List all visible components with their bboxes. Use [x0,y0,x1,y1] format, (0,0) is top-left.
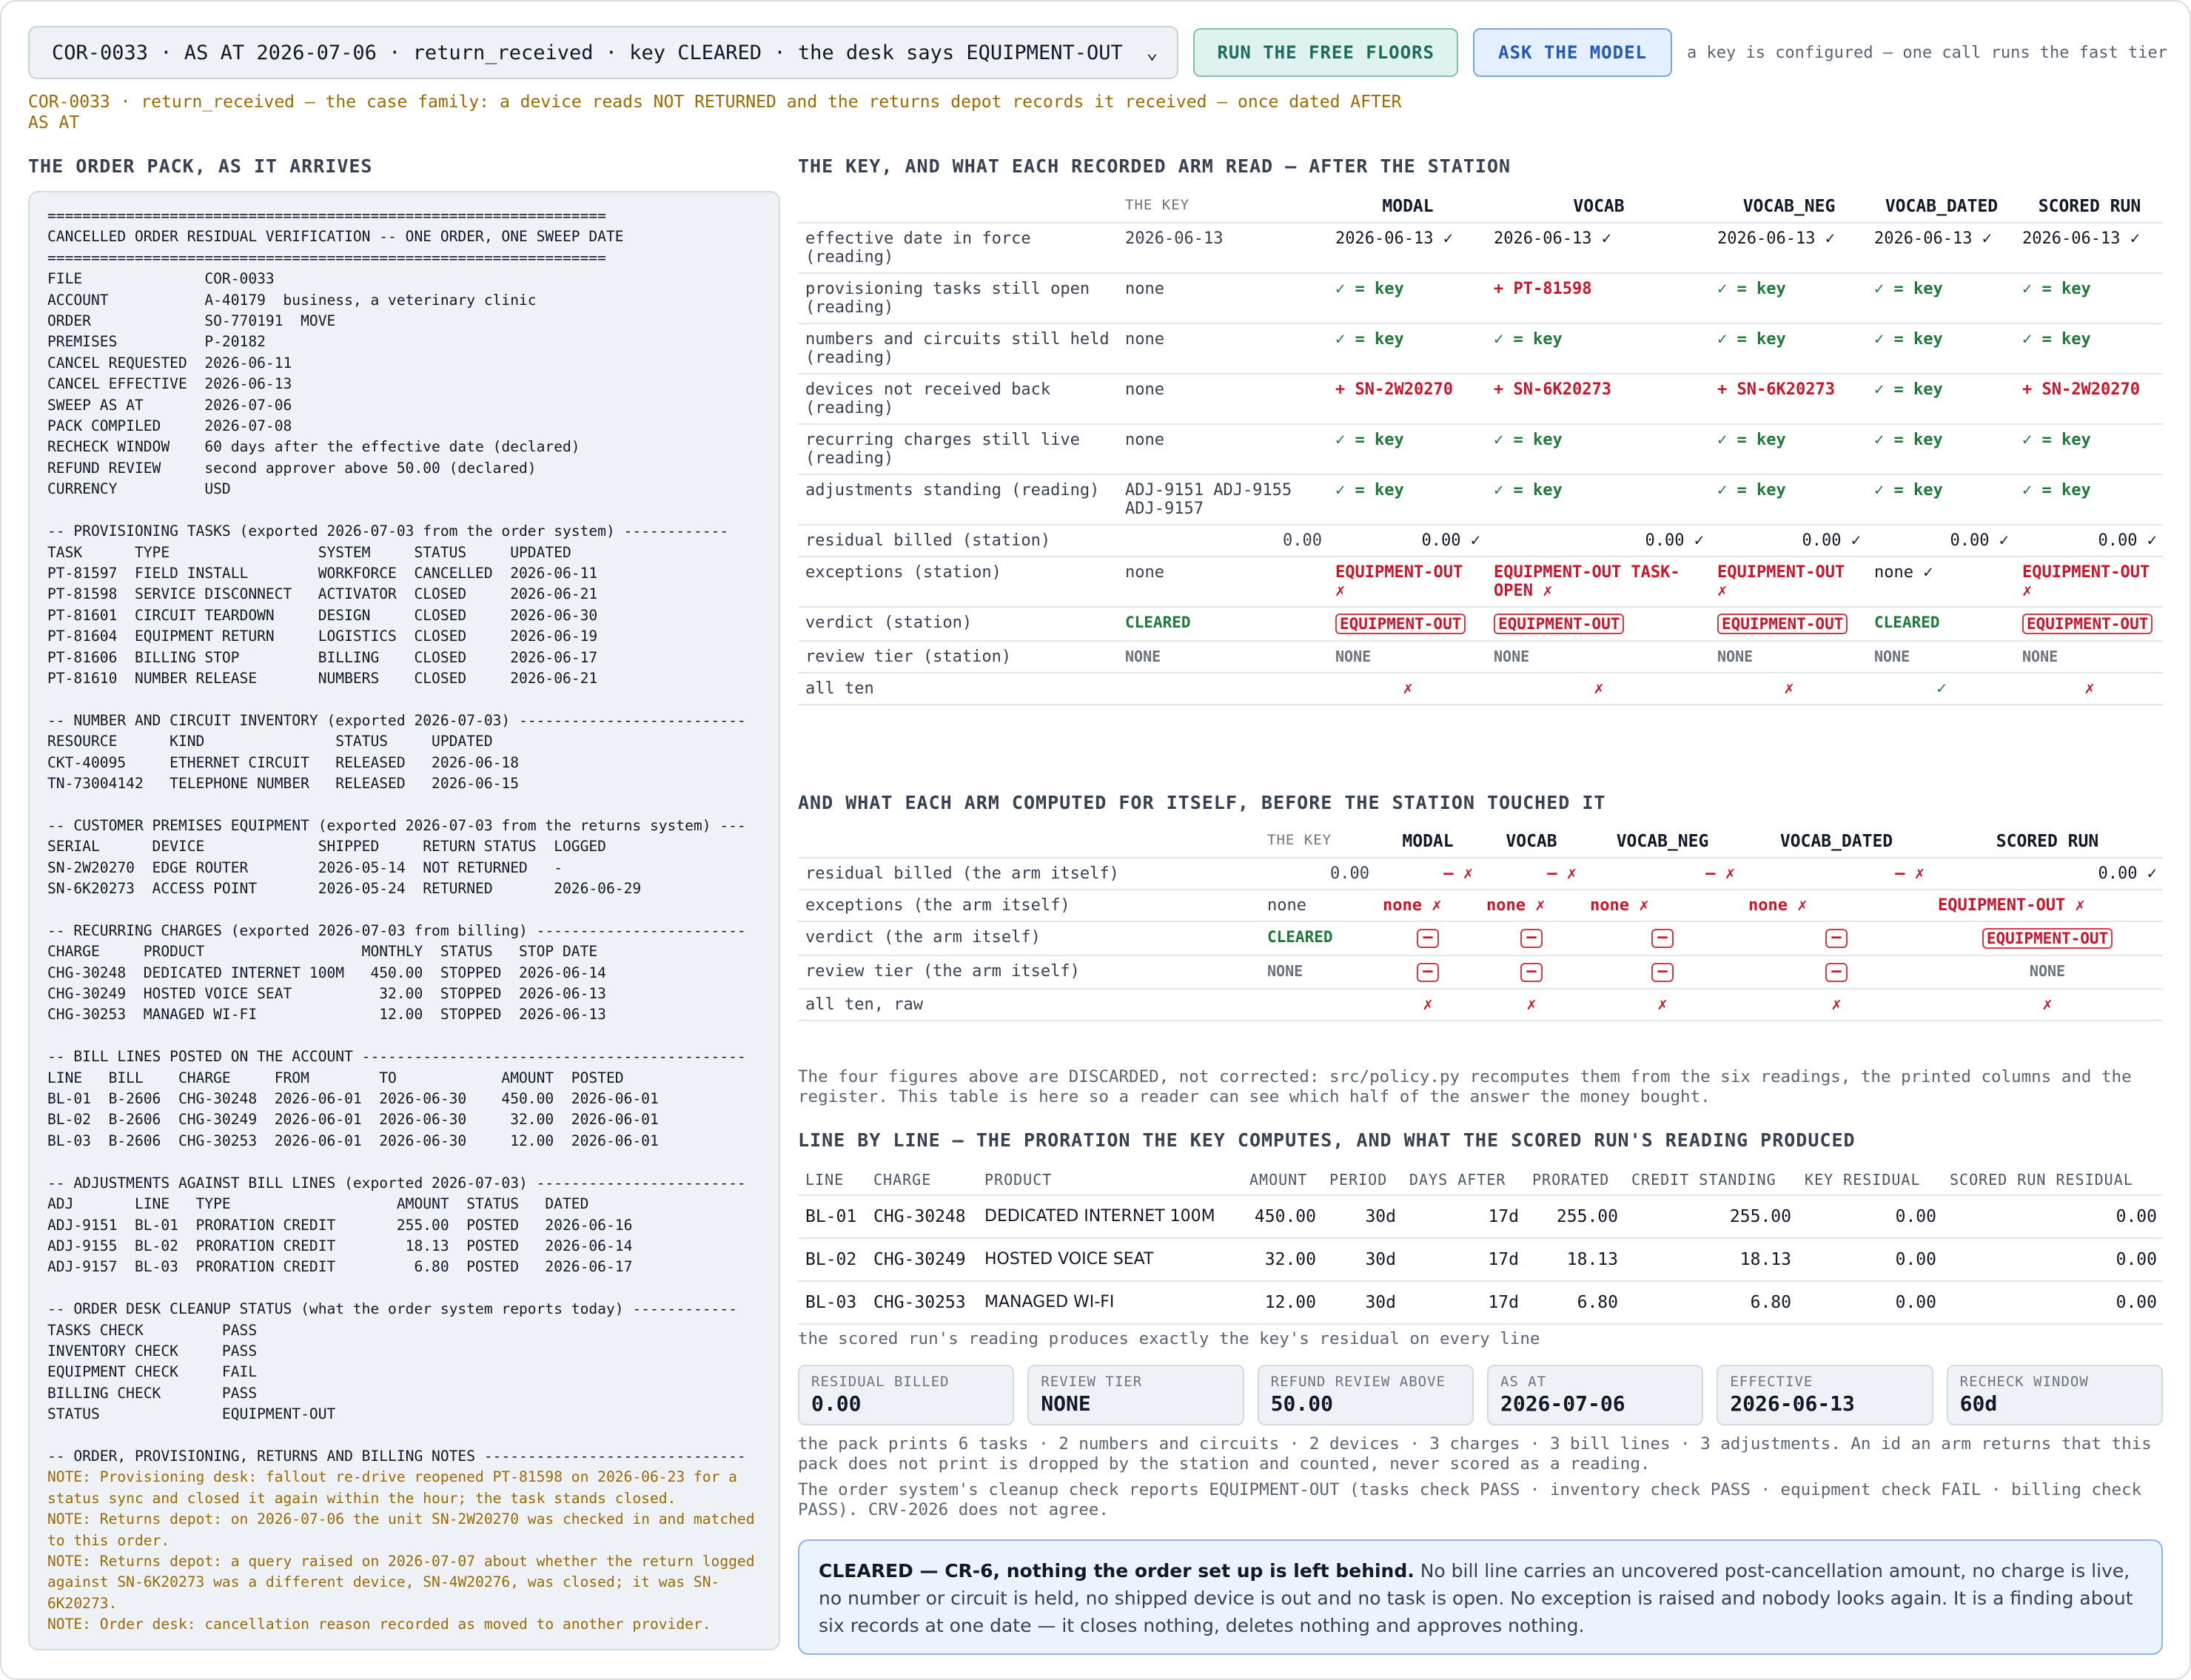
table-row [798,223,2163,273]
case-family-line: COR-0033 · return_received — the case family: a device reads NOT RETURNED and the returns depot records it received — once dated AFTER AS AT [28,93,1402,132]
header-charge: CHARGE [866,1165,977,1195]
period: 30d [1322,1281,1402,1324]
chevron-down-icon: ⌄ [1146,41,1158,64]
header-blank [798,191,1118,223]
cell [1930,955,2163,989]
cell: ✓ = key [1867,374,2015,424]
row-label: all ten [798,673,1118,705]
row-label: residual billed (the arm itself) [798,858,1260,890]
cell: + SN-6K20273 [1710,374,1867,424]
header-vocab: VOCAB [1486,191,1710,223]
cell: EQUIPMENT-OUT ✗ [1930,890,2163,921]
key-value: none [1260,890,1375,921]
cell: none ✗ [1375,890,1479,921]
run-free-floors-button[interactable]: RUN THE FREE FLOORS [1193,28,1458,77]
amount: 12.00 [1242,1281,1322,1324]
cell: EQUIPMENT-OUT ✗ [2015,557,2163,607]
header-key-residual: KEY RESIDUAL [1797,1165,1942,1195]
header-scored-run-residual: SCORED RUN RESIDUAL [1942,1165,2163,1195]
key-residual: 0.00 [1797,1281,1942,1324]
table-row [798,273,2163,323]
cell: ✓ = key [2015,323,2163,374]
card-recheck-window [1947,1365,2163,1425]
product: MANAGED WI-FI [977,1281,1242,1324]
tier-value: NONE [1125,648,1161,665]
status-badge: EQUIPMENT-OUT [2022,614,2153,634]
ask-the-model-button[interactable]: ASK THE MODEL [1473,28,1672,77]
cell: ✓ = key [1867,474,2015,525]
header-vocab: VOCAB [1479,826,1583,858]
order-pack-panel [28,191,780,1650]
arms-table [798,191,2163,705]
cell: ✓ = key [1710,273,1867,323]
cell: ✗ [1486,673,1710,705]
cell [1741,921,1930,955]
line-id: BL-01 [798,1195,866,1238]
header-line: LINE [798,1165,866,1195]
cell: ✓ = key [1867,424,2015,474]
key-value [1118,673,1328,705]
row-label: numbers and circuits still held (reading) [798,323,1118,374]
key-residual: 0.00 [1797,1195,1942,1238]
cell: ✓ = key [1328,424,1486,474]
table-row [798,1281,2163,1324]
cell: ✓ = key [1486,323,1710,374]
cell: ✗ [1930,989,2163,1021]
cell: ✓ = key [1710,474,1867,525]
header-credit-standing: CREDIT STANDING [1624,1165,1797,1195]
arms-table-header [798,191,2163,223]
header-key: THE KEY [1260,826,1375,858]
header-vocab-dated: VOCAB_DATED [1867,191,2015,223]
card-label: RESIDUAL BILLED [811,1374,950,1390]
charge-id: CHG-30253 [866,1281,977,1324]
cell: – ✗ [1375,858,1479,890]
scored-run-residual: 0.00 [1942,1238,2163,1281]
cell: 0.00 ✓ [2015,525,2163,557]
cell: ✗ [1479,989,1583,1021]
period: 30d [1322,1195,1402,1238]
cell: ✓ = key [1486,424,1710,474]
product: HOSTED VOICE SEAT [977,1238,1242,1281]
header-amount: AMOUNT [1242,1165,1322,1195]
header-days-after: DAYS AFTER [1402,1165,1525,1195]
cell [1583,955,1741,989]
prorated: 18.13 [1525,1238,1624,1281]
cell [2015,607,2163,641]
key-value: none [1118,557,1328,607]
key-value: ADJ-9151 ADJ-9155 ADJ-9157 [1118,474,1328,525]
amount: 450.00 [1242,1195,1322,1238]
cell [1486,641,1710,673]
card-review-tier [1027,1365,1244,1425]
cell: 0.00 ✓ [1328,525,1486,557]
cell: 0.00 ✓ [1486,525,1710,557]
status-badge: EQUIPMENT-OUT [1494,614,1624,634]
line-id: BL-02 [798,1238,866,1281]
cell [1867,641,2015,673]
product: DEDICATED INTERNET 100M [977,1195,1242,1238]
card-value: 60d [1959,1391,1998,1416]
key-value [1118,607,1328,641]
cell: + PT-81598 [1486,273,1710,323]
raw-table [798,826,2163,1021]
cell: ✗ [1328,673,1486,705]
card-value: NONE [1041,1391,1091,1416]
header-vocab-neg: VOCAB_NEG [1710,191,1867,223]
verdict-headline: CLEARED — CR-6, nothing the order set up is left behind. [819,1560,1415,1582]
table-row [798,525,2163,557]
empty-badge: – [1651,963,1674,982]
header-product: PRODUCT [977,1165,1242,1195]
tier-value: NONE [1267,962,1303,980]
cell: – ✗ [1583,858,1741,890]
card-residual-billed [798,1365,1014,1425]
cell: 2026-06-13 ✓ [1328,223,1486,273]
tier-value: NONE [1335,648,1372,665]
key-value: none [1118,424,1328,474]
key-value: none [1118,273,1328,323]
key-value: none [1118,374,1328,424]
key-value [1260,921,1375,955]
cell [1710,607,1867,641]
row-label: exceptions (station) [798,557,1118,607]
tier-value: NONE [1717,648,1754,665]
row-label: exceptions (the arm itself) [798,890,1260,921]
verdict-cleared: CLEARED [1874,614,1940,631]
cell [1375,955,1479,989]
card-value: 0.00 [811,1391,862,1416]
header-vocab-neg: VOCAB_NEG [1583,826,1741,858]
table-row [798,858,2163,890]
table-row [798,607,2163,641]
header-prorated: PRORATED [1525,1165,1624,1195]
header-modal: MODAL [1375,826,1479,858]
empty-badge: – [1520,929,1543,948]
cell: EQUIPMENT-OUT ✗ [1710,557,1867,607]
verdict-box [798,1539,2163,1655]
table-row [798,474,2163,525]
key-value: 0.00 [1260,858,1375,890]
case-select[interactable] [28,26,1178,79]
pack-note: NOTE: Provisioning desk: fallout re-drive reopened PT-81598 on 2026-06-23 for a status sync and closed it again within the hour; the task stands closed. [47,1468,737,1507]
empty-badge: – [1651,929,1674,948]
empty-badge: – [1417,963,1439,982]
tier-value: NONE [2029,962,2066,980]
status-badge: EQUIPMENT-OUT [1335,614,1466,634]
cleanup-note: The order system's cleanup check reports EQUIPMENT-OUT (tasks check PASS · inventory check PASS · equipment check FAIL · billing check PASS). CRV-2026 does not agree. [798,1480,2142,1519]
header-vocab-dated: VOCAB_DATED [1741,826,1930,858]
scored-run-residual: 0.00 [1942,1281,2163,1324]
card-value: 50.00 [1270,1391,1333,1416]
row-label: review tier (station) [798,641,1118,673]
top-bar [28,25,2167,80]
key-value: 2026-06-13 [1118,223,1328,273]
empty-badge: – [1520,963,1543,982]
empty-badge: – [1825,929,1848,948]
cell: ✓ = key [1710,323,1867,374]
cell [1741,955,1930,989]
key-value: none [1118,323,1328,374]
table-row [798,1195,2163,1238]
row-label: effective date in force (reading) [798,223,1118,273]
cell [1710,641,1867,673]
cell: + SN-2W20270 [2015,374,2163,424]
days-after: 17d [1402,1281,1525,1324]
table-row [798,424,2163,474]
card-value: 2026-06-13 [1730,1391,1855,1416]
cell: 2026-06-13 ✓ [2015,223,2163,273]
card-label: AS AT [1500,1374,1547,1390]
header-scored-run: SCORED RUN [2015,191,2163,223]
row-label: provisioning tasks still open (reading) [798,273,1118,323]
status-badge: EQUIPMENT-OUT [1717,614,1848,634]
cell: ✓ = key [2015,474,2163,525]
verdict-body: No bill line carries an uncovered post-cancellation amount, no charge is live, no number or circuit is held, no shipped device is out and no task is open. No exception is raised and nobody looks again. It is a finding about six records at one date — it closes nothing, deletes nothing and approves nothing. [819,1560,2133,1636]
cell [2015,641,2163,673]
cell: ✓ = key [1328,474,1486,525]
verdict-cleared: CLEARED [1267,928,1333,946]
cell: none ✗ [1583,890,1741,921]
credit-standing: 6.80 [1624,1281,1797,1324]
header-key: THE KEY [1118,191,1328,223]
cell [1479,955,1583,989]
discarded-note: The four figures above are DISCARDED, not corrected: src/policy.py recomputes them from the six readings, the printed columns and the register. This table is here so a reader can see which half of the answer the money bought. [798,1067,2132,1106]
pack-note: NOTE: Order desk: cancellation reason recorded as moved to another provider. [47,1616,711,1633]
status-badge: EQUIPMENT-OUT [1982,928,2113,949]
order-pack-notes [47,1467,761,1635]
cell [1930,921,2163,955]
prorated: 6.80 [1525,1281,1624,1324]
cell: 0.00 ✓ [1710,525,1867,557]
cell: 2026-06-13 ✓ [1867,223,2015,273]
cell [1486,607,1710,641]
charge-id: CHG-30249 [866,1238,977,1281]
order-pack-title: THE ORDER PACK, AS IT ARRIVES [28,155,373,177]
raw-table-title: AND WHAT EACH ARM COMPUTED FOR ITSELF, BEFORE THE STATION TOUCHED IT [798,792,1606,813]
cell: – ✗ [1479,858,1583,890]
cell: ✗ [1583,989,1741,1021]
cell: ✗ [1741,989,1930,1021]
cell [1328,607,1486,641]
card-value: 2026-07-06 [1500,1391,1625,1416]
cell [1375,921,1479,955]
charge-id: CHG-30248 [866,1195,977,1238]
key-value: 0.00 [1118,525,1328,557]
lines-table [798,1165,2163,1325]
cell: ✓ = key [1328,273,1486,323]
key-residual: 0.00 [1797,1238,1942,1281]
counts-note: the pack prints 6 tasks · 2 numbers and circuits · 2 devices · 3 charges · 3 bill lines · 3 adjustments. An id an arm returns that this pack does not print is dropped by the station and counted, never scored as a reading. [798,1434,2152,1474]
amount: 32.00 [1242,1238,1322,1281]
table-row [798,557,2163,607]
key-value [1260,989,1375,1021]
lines-note: the scored run's reading produces exactly the key's residual on every line [798,1329,1540,1348]
verdict-cleared: CLEARED [1125,614,1191,631]
table-row [798,1238,2163,1281]
cell: + SN-2W20270 [1328,374,1486,424]
table-row [798,921,2163,955]
scored-run-residual: 0.00 [1942,1195,2163,1238]
cell [1867,607,2015,641]
cell: ✓ = key [1486,474,1710,525]
cell: none ✗ [1479,890,1583,921]
empty-badge: – [1825,963,1848,982]
row-label: devices not received back (reading) [798,374,1118,424]
credit-standing: 18.13 [1624,1238,1797,1281]
card-label: EFFECTIVE [1730,1374,1813,1390]
tier-value: NONE [2022,648,2059,665]
card-label: REVIEW TIER [1041,1374,1143,1390]
days-after: 17d [1402,1238,1525,1281]
cell: ✓ = key [1328,323,1486,374]
cell: none ✓ [1867,557,2015,607]
row-label: all ten, raw [798,989,1260,1021]
cell: – ✗ [1741,858,1930,890]
line-id: BL-03 [798,1281,866,1324]
prorated: 255.00 [1525,1195,1624,1238]
period: 30d [1322,1238,1402,1281]
header-modal: MODAL [1328,191,1486,223]
card-as-at [1487,1365,1703,1425]
table-row [798,641,2163,673]
header-scored-run: SCORED RUN [1930,826,2163,858]
cell [1583,921,1741,955]
cell: ✗ [1710,673,1867,705]
table-row [798,989,2163,1021]
header-period: PERIOD [1322,1165,1402,1195]
arms-table-title: THE KEY, AND WHAT EACH RECORDED ARM READ — AFTER THE STATION [798,155,1511,177]
card-label: REFUND REVIEW ABOVE [1270,1374,1446,1390]
cell [1479,921,1583,955]
cell: ✗ [2015,673,2163,705]
cell: EQUIPMENT-OUT TASK-OPEN ✗ [1486,557,1710,607]
table-row [798,673,2163,705]
cell: ✓ = key [1710,424,1867,474]
card-label: RECHECK WINDOW [1959,1374,2089,1390]
cell: 2026-06-13 ✓ [1486,223,1710,273]
pack-note: NOTE: Returns depot: a query raised on 2026-07-07 about whether the return logged against SN-6K20273 was a different device, SN-4W20276, was closed; it was SN-6K20273. [47,1553,755,1612]
raw-table-header [798,826,2163,858]
pack-note: NOTE: Returns depot: on 2026-07-06 the unit SN-2W20270 was checked in and matched to this order. [47,1511,755,1549]
cell: 2026-06-13 ✓ [1710,223,1867,273]
row-label: verdict (the arm itself) [798,921,1260,955]
card-effective [1717,1365,1933,1425]
cell: 0.00 ✓ [1930,858,2163,890]
tier-value: NONE [1494,648,1530,665]
cell: + SN-6K20273 [1486,374,1710,424]
key-status-note: a key is configured — one call runs the fast tier [1686,43,2167,62]
table-row [798,374,2163,424]
key-value [1118,641,1328,673]
cell: ✓ [1867,673,2015,705]
cell: ✓ = key [2015,273,2163,323]
cell: none ✗ [1741,890,1930,921]
row-label: verdict (station) [798,607,1118,641]
empty-badge: – [1417,929,1439,948]
summary-cards [798,1365,2163,1425]
order-pack-text: ================================================================ CANCELLED ORDER RESIDUAL VERIFICATION -- ONE ORDER, ONE SWEEP DATE ================================================================ FILE COR-0033 ACCOUNT A-40179 business, a veterinary clinic ORDER SO-770191 MOVE PREMISES P-20182 CANCEL REQUESTED 2026-06-11 CANCEL EFFECTIVE 2026-06-13 SWEEP AS AT 2026-07-06 PACK COMPILED 2026-07-08 RECHECK WINDOW 60 days after the effective date (declared) REFUND REVIEW second approver above 50.00 (declared) CURRENCY USD -- PROVISIONING TASKS (exported 2026-07-03 from the order system) ------------ TASK TYPE SYSTEM STATUS UPDATED PT-81597 FIELD INSTALL WORKFORCE CANCELLED 2026-06-11 PT-81598 SERVICE DISCONNECT ACTIVATOR CLOSED 2026-06-21 PT-81601 CIRCUIT TEARDOWN DESIGN CLOSED 2026-06-30 PT-81604 EQUIPMENT RETURN LOGISTICS CLOSED 2026-06-19 PT-81606 BILLING STOP BILLING CLOSED 2026-06-17 PT-81610 NUMBER RELEASE NUMBERS CLOSED 2026-06-21 -- NUMBER AND CIRCUIT INVENTORY (exported 2026-07-03) -------------------------- RESOURCE KIND STATUS UPDATED CKT-40095 ETHERNET CIRCUIT RELEASED 2026-06-18 TN-73004142 TELEPHONE NUMBER RELEASED 2026-06-15 -- CUSTOMER PREMISES EQUIPMENT (exported 2026-07-03 from the returns system) --- SERIAL DEVICE SHIPPED RETURN STATUS LOGGED SN-2W20270 EDGE ROUTER 2026-05-14 NOT RETURNED - SN-6K20273 ACCESS POINT 2026-05-24 RETURNED 2026-06-29 -- RECURRING CHARGES (exported 2026-07-03 from billing) ------------------------ CHARGE PRODUCT MONTHLY STATUS STOP DATE CHG-30248 DEDICATED INTERNET 100M 450.00 STOPPED 2026-06-14 CHG-30249 HOSTED VOICE SEAT 32.00 STOPPED 2026-06-13 CHG-30253 MANAGED WI-FI 12.00 STOPPED 2026-06-13 -- BILL LINES POSTED ON THE ACCOUNT -------------------------------------------- LINE BILL CHARGE FROM TO AMOUNT POSTED BL-01 B-2606 CHG-30248 2026-06-01 2026-06-30 450.00 2026-06-01 BL-02 B-2606 CHG-30249 2026-06-01 2026-06-30 32.00 2026-06-01 BL-03 B-2606 CHG-30253 2026-06-01 2026-06-30 12.00 2026-06-01 -- ADJUSTMENTS AGAINST BILL LINES (exported 2026-07-03) ------------------------ ADJ LINE TYPE AMOUNT STATUS DATED ADJ-9151 BL-01 PRORATION CREDIT 255.00 POSTED 2026-06-16 ADJ-9155 BL-02 PRORATION CREDIT 18.13 POSTED 2026-06-14 ADJ-9157 BL-03 PRORATION CREDIT 6.80 POSTED 2026-06-17 -- ORDER DESK CLEANUP STATUS (what the order system reports today) ------------ TASKS CHECK PASS INVENTORY CHECK PASS EQUIPMENT CHECK FAIL BILLING CHECK PASS STATUS EQUIPMENT-OUT -- ORDER, PROVISIONING, RETURNS AND BILLING NOTES ------------------------------ [47,207,746,1465]
cell: ✓ = key [2015,424,2163,474]
lines-table-header [798,1165,2163,1195]
card-refund-review [1258,1365,1474,1425]
cell: EQUIPMENT-OUT ✗ [1328,557,1486,607]
row-label: review tier (the arm itself) [798,955,1260,989]
cell: ✗ [1375,989,1479,1021]
credit-standing: 255.00 [1624,1195,1797,1238]
cell: ✓ = key [1867,323,2015,374]
cell: 0.00 ✓ [1867,525,2015,557]
table-row [798,323,2163,374]
days-after: 17d [1402,1195,1525,1238]
tier-value: NONE [1874,648,1910,665]
header-blank [798,826,1260,858]
row-label: adjustments standing (reading) [798,474,1118,525]
table-row [798,955,2163,989]
case-select-value: COR-0033 · AS AT 2026-07-06 · return_received · key CLEARED · the desk says EQUIPMENT-OUT [52,41,1123,64]
cell [1328,641,1486,673]
table-row [798,890,2163,921]
cell: ✓ = key [1867,273,2015,323]
row-label: residual billed (station) [798,525,1118,557]
key-value [1260,955,1375,989]
lines-table-title: LINE BY LINE — THE PRORATION THE KEY COMPUTES, AND WHAT THE SCORED RUN'S READING PRODUCED [798,1129,1856,1151]
row-label: recurring charges still live (reading) [798,424,1118,474]
